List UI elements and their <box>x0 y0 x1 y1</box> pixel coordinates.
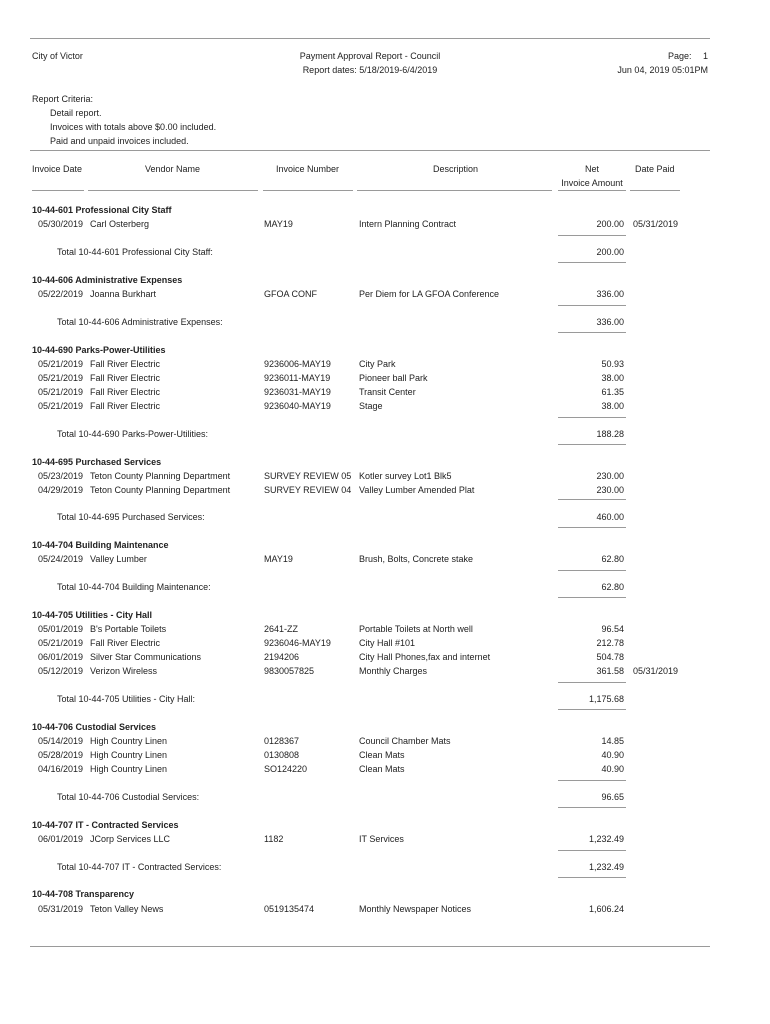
invoice-row <box>0 373 770 385</box>
section-title: 10-44-695 Purchased Services <box>32 457 162 467</box>
section-total-amount: 336.00 <box>596 317 624 327</box>
criteria-line: Paid and unpaid invoices included. <box>50 136 189 146</box>
net-amount: 40.90 <box>601 764 624 774</box>
total-rule <box>558 570 626 571</box>
page-label: Page: <box>668 51 692 61</box>
description: Monthly Newspaper Notices <box>359 904 472 914</box>
net-amount: 230.00 <box>596 471 624 481</box>
section-title: 10-44-704 Building Maintenance <box>32 540 169 550</box>
bottom-rule <box>30 946 710 947</box>
description: Intern Planning Contract <box>359 219 457 229</box>
col-vendor-name: Vendor Name <box>145 164 201 174</box>
invoice-date: 05/22/2019 <box>38 289 84 299</box>
invoice-number: 9236031-MAY19 <box>264 387 331 397</box>
vendor-name: High Country Linen <box>90 750 168 760</box>
invoice-date: 05/28/2019 <box>38 750 84 760</box>
section-total-label: Total 10-44-707 IT - Contracted Services: <box>57 862 222 872</box>
description: Clean Mats <box>359 750 405 760</box>
invoice-row <box>0 387 770 399</box>
section-title: 10-44-606 Administrative Expenses <box>32 275 183 285</box>
total-rule <box>558 262 626 263</box>
section-title: 10-44-707 IT - Contracted Services <box>32 820 179 830</box>
report-dates: Report dates: 5/18/2019-6/4/2019 <box>302 65 438 75</box>
vendor-name: Fall River Electric <box>90 359 161 369</box>
invoice-date: 05/21/2019 <box>38 401 84 411</box>
section-total-amount: 62.80 <box>601 582 624 592</box>
invoice-number: 9236040-MAY19 <box>264 401 331 411</box>
description: City Park <box>359 359 396 369</box>
invoice-row <box>0 764 770 776</box>
description: Valley Lumber Amended Plat <box>359 485 475 495</box>
net-amount: 361.58 <box>596 666 624 676</box>
invoice-date: 05/01/2019 <box>38 624 84 634</box>
invoice-number: 9236011-MAY19 <box>264 373 331 383</box>
invoice-number: 0519135474 <box>264 904 315 914</box>
vendor-name: High Country Linen <box>90 764 168 774</box>
description: IT Services <box>359 834 404 844</box>
description: Transit Center <box>359 387 416 397</box>
net-amount: 50.93 <box>601 359 624 369</box>
vendor-name: Valley Lumber <box>90 554 147 564</box>
criteria-line: Detail report. <box>50 108 102 118</box>
invoice-date: 05/24/2019 <box>38 554 84 564</box>
section-total-label: Total 10-44-706 Custodial Services: <box>57 792 200 802</box>
invoice-row <box>0 219 770 231</box>
net-amount: 200.00 <box>596 219 624 229</box>
date-paid: 05/31/2019 <box>633 666 679 676</box>
invoice-date: 04/16/2019 <box>38 764 84 774</box>
net-amount: 96.54 <box>601 624 624 634</box>
vendor-name: B's Portable Toilets <box>90 624 167 634</box>
section-total-label: Total 10-44-695 Purchased Services: <box>57 512 205 522</box>
invoice-number: GFOA CONF <box>264 289 318 299</box>
vendor-name: Teton County Planning Department <box>90 485 231 495</box>
vendor-name: Fall River Electric <box>90 401 161 411</box>
invoice-date: 06/01/2019 <box>38 834 84 844</box>
vendor-name: Fall River Electric <box>90 387 161 397</box>
page-number: 1 <box>702 51 708 61</box>
section-title: 10-44-705 Utilities - City Hall <box>32 610 153 620</box>
invoice-date: 05/21/2019 <box>38 373 84 383</box>
net-amount: 212.78 <box>596 638 624 648</box>
top-rule <box>30 38 710 39</box>
col-description: Description <box>433 164 479 174</box>
section-total-amount: 460.00 <box>596 512 624 522</box>
invoice-date: 05/31/2019 <box>38 904 84 914</box>
invoice-row <box>0 471 770 483</box>
invoice-row <box>0 485 770 497</box>
vendor-name: Silver Star Communications <box>90 652 202 662</box>
invoice-number: 9236006-MAY19 <box>264 359 331 369</box>
net-amount: 336.00 <box>596 289 624 299</box>
description: Council Chamber Mats <box>359 736 451 746</box>
invoice-row <box>0 289 770 301</box>
col-underline <box>558 190 626 191</box>
section-title: 10-44-690 Parks-Power-Utilities <box>32 345 166 355</box>
total-rule <box>558 417 626 418</box>
invoice-date: 05/21/2019 <box>38 359 84 369</box>
description: Per Diem for LA GFOA Conference <box>359 289 500 299</box>
section-title: 10-44-601 Professional City Staff <box>32 205 172 215</box>
description: Monthly Charges <box>359 666 428 676</box>
section-total-label: Total 10-44-705 Utilities - City Hall: <box>57 694 196 704</box>
invoice-row <box>0 750 770 762</box>
invoice-date: 05/21/2019 <box>38 638 84 648</box>
net-amount: 14.85 <box>601 736 624 746</box>
total-rule <box>558 444 626 445</box>
invoice-number: SURVEY REVIEW 05 <box>264 471 352 481</box>
col-invoice-number: Invoice Number <box>276 164 340 174</box>
description: Kotler survey Lot1 Blk5 <box>359 471 452 481</box>
vendor-name: Teton Valley News <box>90 904 164 914</box>
description: Clean Mats <box>359 764 405 774</box>
invoice-number: 9830057825 <box>264 666 315 676</box>
description: City Hall #101 <box>359 638 416 648</box>
description: Stage <box>359 401 383 411</box>
invoice-number: 1182 <box>264 834 284 844</box>
net-amount: 62.80 <box>601 554 624 564</box>
net-amount: 1,606.24 <box>588 904 624 914</box>
invoice-row <box>0 736 770 748</box>
invoice-date: 04/29/2019 <box>38 485 84 495</box>
invoice-row <box>0 638 770 650</box>
net-amount: 1,232.49 <box>588 834 624 844</box>
description: Pioneer ball Park <box>359 373 428 383</box>
total-rule <box>558 527 626 528</box>
invoice-number: SO124220 <box>264 764 308 774</box>
total-rule <box>558 597 626 598</box>
total-rule <box>558 332 626 333</box>
invoice-number: MAY19 <box>264 554 293 564</box>
total-rule <box>558 877 626 878</box>
section-total-amount: 1,175.68 <box>588 694 624 704</box>
criteria-line: Invoices with totals above $0.00 included. <box>50 122 217 132</box>
vendor-name: Joanna Burkhart <box>90 289 157 299</box>
organization-name: City of Victor <box>32 51 83 61</box>
section-total-label: Total 10-44-704 Building Maintenance: <box>57 582 211 592</box>
invoice-row <box>0 359 770 371</box>
total-rule <box>558 807 626 808</box>
vendor-name: Fall River Electric <box>90 638 161 648</box>
col-net: Net <box>584 164 599 174</box>
net-amount: 230.00 <box>596 485 624 495</box>
section-total-label: Total 10-44-606 Administrative Expenses: <box>57 317 223 327</box>
total-rule <box>558 235 626 236</box>
invoice-row <box>0 652 770 664</box>
vendor-name: Verizon Wireless <box>90 666 158 676</box>
invoice-number: 9236046-MAY19 <box>264 638 331 648</box>
invoice-row <box>0 834 770 846</box>
invoice-date: 05/23/2019 <box>38 471 84 481</box>
criteria-rule <box>30 150 710 151</box>
vendor-name: Teton County Planning Department <box>90 471 231 481</box>
total-rule <box>558 850 626 851</box>
section-total-amount: 96.65 <box>601 792 624 802</box>
col-net-amount: Invoice Amount <box>561 178 623 188</box>
invoice-date: 05/30/2019 <box>38 219 84 229</box>
total-rule <box>558 709 626 710</box>
invoice-date: 05/14/2019 <box>38 736 84 746</box>
net-amount: 38.00 <box>601 401 624 411</box>
net-amount: 40.90 <box>601 750 624 760</box>
total-rule <box>558 780 626 781</box>
col-date-paid: Date Paid <box>635 164 675 174</box>
invoice-row <box>0 554 770 566</box>
section-total-label: Total 10-44-690 Parks-Power-Utilities: <box>57 429 209 439</box>
invoice-number: 2641-ZZ <box>264 624 299 634</box>
section-total-label: Total 10-44-601 Professional City Staff: <box>57 247 213 257</box>
invoice-number: 0130808 <box>264 750 300 760</box>
net-amount: 38.00 <box>601 373 624 383</box>
vendor-name: Fall River Electric <box>90 373 161 383</box>
date-paid: 05/31/2019 <box>633 219 679 229</box>
description: Portable Toilets at North well <box>359 624 473 634</box>
invoice-row <box>0 904 770 916</box>
total-rule <box>558 682 626 683</box>
criteria-label: Report Criteria: <box>32 94 94 104</box>
net-amount: 61.35 <box>601 387 624 397</box>
section-total-amount: 188.28 <box>596 429 624 439</box>
total-rule <box>558 499 626 500</box>
vendor-name: High Country Linen <box>90 736 168 746</box>
report-title: Payment Approval Report - Council <box>299 51 441 61</box>
section-total-amount: 1,232.49 <box>588 862 624 872</box>
col-underline <box>32 190 84 191</box>
col-invoice-date: Invoice Date <box>32 164 83 174</box>
section-total-amount: 200.00 <box>596 247 624 257</box>
section-title: 10-44-708 Transparency <box>32 889 135 899</box>
net-amount: 504.78 <box>596 652 624 662</box>
invoice-number: MAY19 <box>264 219 293 229</box>
total-rule <box>558 305 626 306</box>
col-underline <box>88 190 258 191</box>
invoice-row <box>0 624 770 636</box>
invoice-number: SURVEY REVIEW 04 <box>264 485 352 495</box>
col-underline <box>357 190 552 191</box>
invoice-row <box>0 666 770 678</box>
col-underline <box>630 190 680 191</box>
invoice-date: 05/21/2019 <box>38 387 84 397</box>
invoice-date: 05/12/2019 <box>38 666 84 676</box>
invoice-number: 2194206 <box>264 652 300 662</box>
col-underline <box>263 190 353 191</box>
section-title: 10-44-706 Custodial Services <box>32 722 157 732</box>
printed-timestamp: Jun 04, 2019 05:01PM <box>617 65 708 75</box>
description: Brush, Bolts, Concrete stake <box>359 554 474 564</box>
invoice-row <box>0 401 770 413</box>
invoice-date: 06/01/2019 <box>38 652 84 662</box>
description: City Hall Phones,fax and internet <box>359 652 491 662</box>
invoice-number: 0128367 <box>264 736 300 746</box>
vendor-name: JCorp Services LLC <box>90 834 171 844</box>
vendor-name: Carl Osterberg <box>90 219 150 229</box>
